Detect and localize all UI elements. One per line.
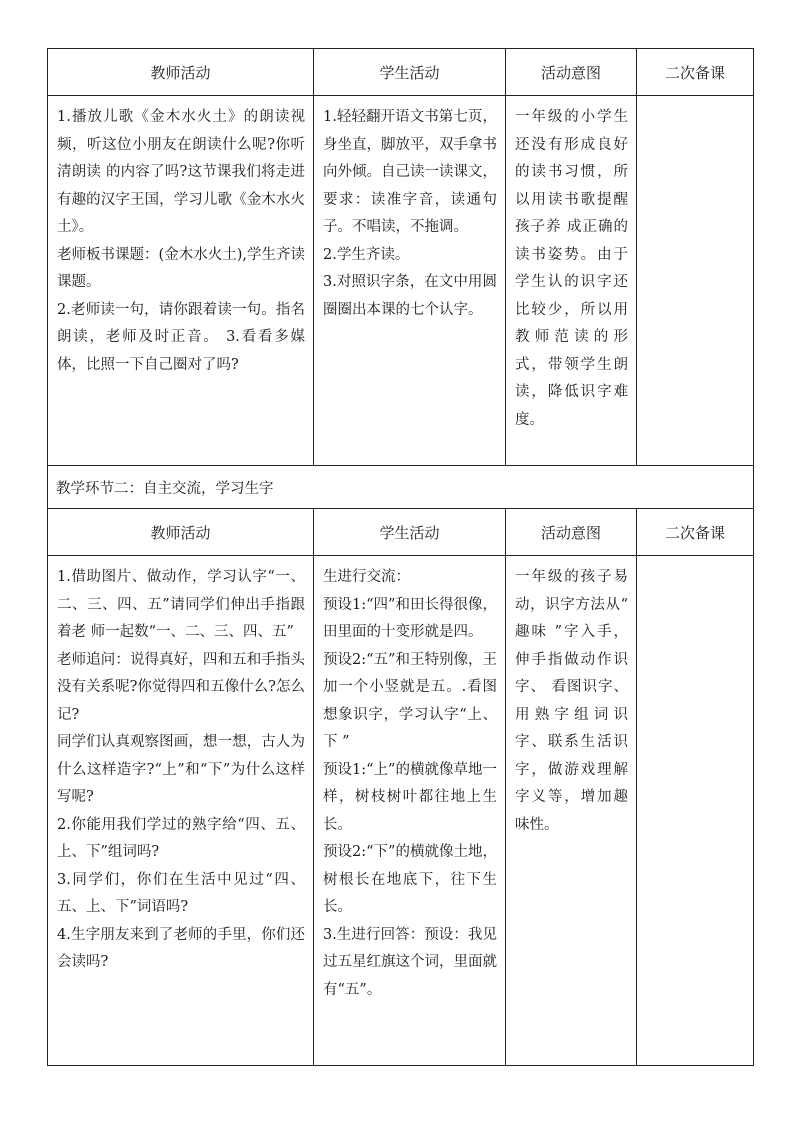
student-activity-cell [314, 96, 506, 466]
teacher-activity-cell [48, 96, 314, 466]
teacher-paragraph: 2.老师读一句，请你跟着读一句。指名朗读，老师及时正音。 3.看看多媒体，比照一下自己圈对了吗? [57, 301, 305, 373]
header-second-preparation: 二次备课 [637, 49, 754, 96]
intent-paragraph: 一年级的小学生还没有形成良好的读书习惯，所以用读书歌提醒孩子养 成正确的读书姿势。由于学生认的识字还比较少，所以用教 师 范 读 的 形式，带领学生朗读，降低识字难度。 [515, 109, 628, 428]
second-preparation-cell [637, 96, 754, 466]
header-teacher-activity: 教师活动 [48, 49, 314, 96]
table-row [48, 556, 754, 1066]
header-activity-intent: 活动意图 [506, 509, 637, 556]
section-title-row [48, 466, 754, 509]
teacher-paragraph: 2.你能用我们学过的熟字给“四、五、上、下”组词吗? [57, 816, 305, 860]
teacher-paragraph: 老师板书课题：(金木水火土),学生齐读课题。 [57, 246, 305, 290]
table-row [48, 96, 754, 466]
activity-intent-cell [506, 96, 637, 466]
intent-paragraph: 一年级的孩子易动，识字方法从“ 趣味 ”字入手，伸手指做动作识字、 看图识字、用熟字组词识字、联系生活识字，做游戏理解字义等，增加趣味性。 [515, 569, 628, 833]
student-paragraph: 预设1:“上”的横就像草地一样，树枝树叶都往地上生长。 [323, 761, 497, 833]
teacher-paragraph: 3.同学们，你们在生活中见过“四、五、上、下”词语吗? [57, 871, 305, 915]
table-header-row [48, 509, 754, 556]
student-paragraph: 预设1:“四”和田长得很像，田里面的十变形就是四。 [323, 596, 497, 640]
teacher-paragraph: 1.借助图片、做动作，学习认字“一、二、三、四、五”请同学们伸出手指跟着老 师一起数“一、二、三、四、五” [57, 569, 305, 640]
teacher-paragraph: 老师追问：说得真好，四和五和手指头没有关系呢?你觉得四和五像什么?怎么记? [57, 651, 305, 723]
header-teacher-activity: 教师活动 [48, 509, 314, 556]
header-student-activity: 学生活动 [314, 49, 506, 96]
section-title: 教学环节二：自主交流，学习生字 [56, 480, 274, 497]
student-paragraph: 预设2:“下”的横就像土地，树根长在地底下，往下生长。 [323, 844, 497, 915]
student-paragraph: 3.生进行回答：预设：我见过五星红旗这个词，里面就有“五”。 [323, 926, 497, 998]
teacher-paragraph: 1.播放儿歌《金木水火土》的朗读视频，听这位小朋友在朗读什么呢?你听清朗读 的内容了吗?这节课我们将走进有趣的汉字王国，学习儿歌《金木水火土》。 [57, 109, 305, 235]
teacher-paragraph: 4.生字朋友来到了老师的手里，你们还会读吗? [57, 926, 305, 970]
teacher-paragraph: 同学们认真观察图画，想一想，古人为什么这样造字?“上”和“下”为什么这样 写呢? [57, 734, 305, 805]
second-preparation-cell [637, 556, 754, 1066]
lesson-plan-table [47, 48, 754, 1066]
header-activity-intent: 活动意图 [506, 49, 637, 96]
teacher-activity-cell [48, 556, 314, 1066]
table-header-row [48, 49, 754, 96]
header-student-activity: 学生活动 [314, 509, 506, 556]
student-paragraph: 3.对照识字条，在文中用圆圈圈出本课的七个认字。 [323, 274, 497, 318]
header-second-preparation: 二次备课 [637, 509, 754, 556]
student-activity-cell [314, 556, 506, 1066]
student-paragraph: 1.轻轻翻开语文书第七页，身坐直，脚放平，双手拿书向外倾。自己读一读课文， 要求：读准字音，读通句子。不唱读，不拖调。 [323, 109, 497, 235]
student-paragraph: 预设2:“五”和王特别像，王加一个小竖就是五。.看图想象识字，学习认字“上、 下 ” [323, 651, 497, 750]
activity-intent-cell [506, 556, 637, 1066]
student-paragraph: 生进行交流： [323, 569, 410, 585]
student-paragraph: 2.学生齐读。 [323, 246, 410, 263]
